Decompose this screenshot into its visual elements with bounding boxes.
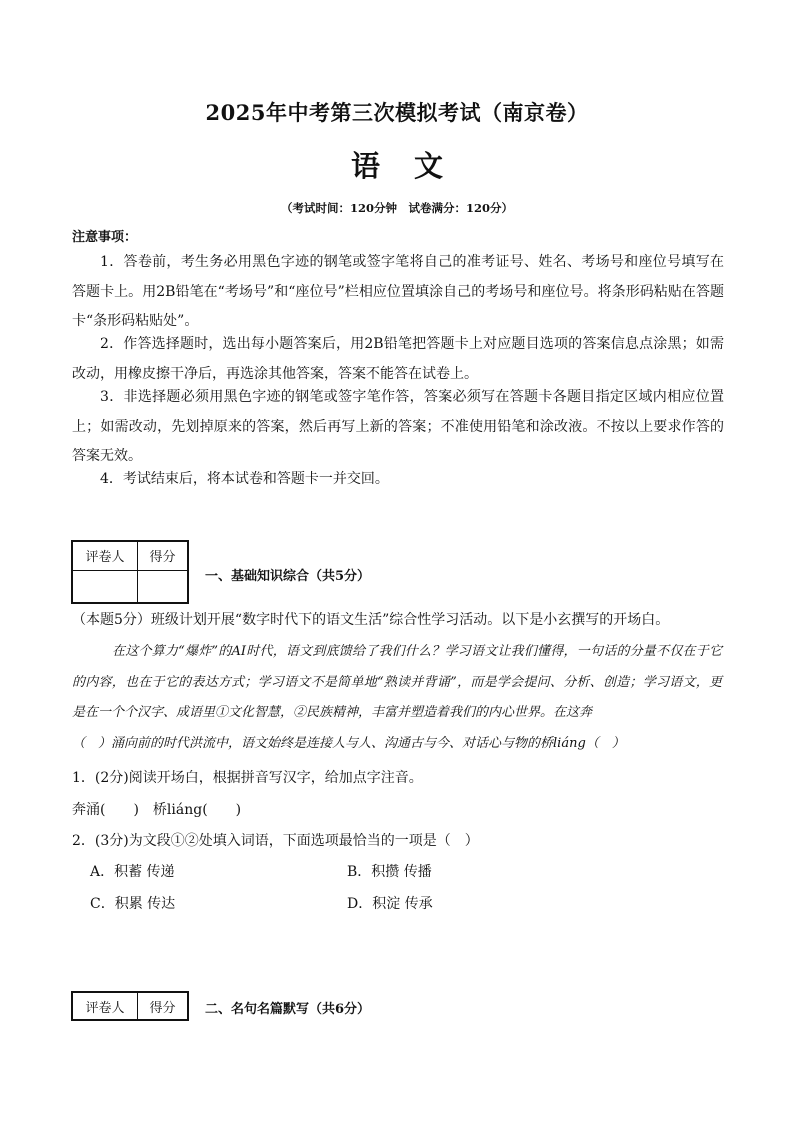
notice-item-3: 3．非选择题必须用黑色字迹的钢笔或签字笔作答，答案必须写在答题卡各题目指定区域内相应位置上；如需改动，先划掉原来的答案，然后再写上新的答案；不准使用铅笔和涂改液。不按以上要求作答的答案无效。 [72,389,724,465]
score-cell[interactable] [138,570,189,603]
reviewer-label: 评卷人 [72,992,138,1020]
section1-intro: （本题5分）班级计划开展“数字时代下的语文生活”综合性学习活动。以下是小玄撰写的开场白。 [72,612,670,628]
exam-title: 2025年中考第三次模拟考试（南京卷） [205,100,589,125]
notice-heading: 注意事项： [72,230,138,245]
notice-item-1: 1．答卷前，考生务必用黑色字迹的钢笔或签字笔将自己的准考证号、姓名、考场号和座位号填写在答题卡上。用2B铅笔在“考场号”和“座位号”栏相应位置填涂自己的考场号和座位号。将条形码粘贴在答题卡“条形码粘贴处”。 [72,254,724,330]
subject-title: 语文 [350,149,477,183]
score-label: 得分 [138,992,189,1020]
notice-item-2: 2．作答选择题时，选出每小题答案后，用2B铅笔把答题卡上对应题目选项的答案信息点涂黑；如需改动，用橡皮擦干净后，再选涂其他答案，答案不能答在试卷上。 [72,336,724,382]
grade-box-section1 [71,540,189,604]
score-label: 得分 [138,541,189,570]
option-c[interactable]: C．积累 传达 [90,896,176,912]
question-1-stem: 1．(2分)阅读开场白，根据拼音写汉字，给加点字注音。 [72,770,423,786]
section2-heading: 二、名句名篇默写（共6分） [205,1002,371,1017]
section1-heading: 一、基础知识综合（共5分） [205,569,371,584]
exam-info: （考试时间：120分钟 试卷满分：120分） [280,201,513,215]
notice-item-4: 4．考试结束后，将本试卷和答题卡一并交回。 [100,471,389,487]
opening-passage [72,637,722,759]
grade-box-section2 [71,991,189,1021]
option-b[interactable]: B．积攒 传播 [347,864,432,880]
passage-paragraph: 在这个算力“爆炸”的AI时代，语文到底馈给了我们什么？学习语文让我们懂得，一句话的分量不仅在于它的内容，也在于它的表达方式；学习语文不是简单地“熟读并背诵”，而是学会提问、分析、创造；学习语文，更是在一个个汉字、成语里①文化智慧，②民族精神，丰富并塑造着我们的内心世界。在这奔 [72,644,722,720]
passage-paragraph-end: （ ）涌向前的时代洪流中，语文始终是连接人与人、沟通古与今、对话心与物的桥liáng（ ） [72,735,625,751]
question-1-answer-line: 奔涌( ) 桥liáng( ) [72,802,242,818]
option-d[interactable]: D．积淀 传承 [347,896,433,912]
option-a[interactable]: A．积蓄 传递 [90,864,175,880]
reviewer-cell[interactable] [72,570,138,603]
question-2-stem: 2．(3分)为文段①②处填入词语，下面选项最恰当的一项是（ ） [72,833,479,849]
reviewer-label: 评卷人 [72,541,138,570]
